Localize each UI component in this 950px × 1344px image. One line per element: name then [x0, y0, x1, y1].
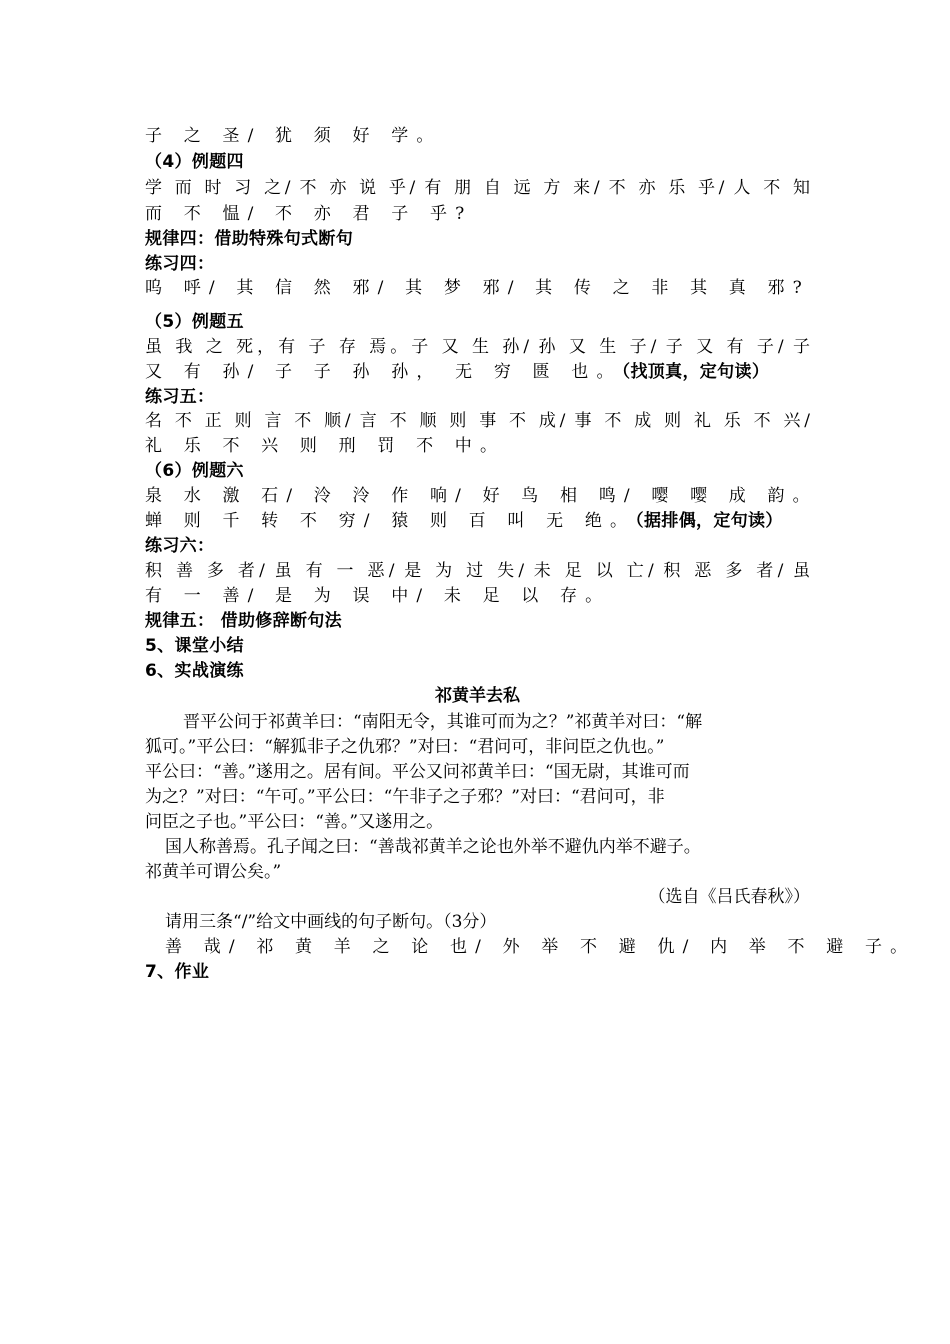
passage-line-6: 国人称善焉。孔子闻之曰：“善哉祁黄羊之论也外举不避仇内举不避子。 [165, 837, 701, 857]
example-5-tip: （找顶真，定句读） [621, 362, 770, 382]
rule-5-heading: 规律五： 借助修辞断句法 [145, 611, 342, 631]
example-6-tip: （据排偶，定句读） [635, 511, 783, 531]
passage-title: 祁黄羊去私 [435, 686, 520, 706]
example-6-line-2-text: 蝉 则 千 转 不 穷/ 猿 则 百 叫 无 绝。 [145, 511, 636, 531]
example-5-line-1: 虽 我 之 死，有 子 存 焉。子 又 生 孙/ 孙 又 生 子/ 子 又 有 子/ 子 [145, 337, 810, 357]
practice-5-heading: 练习五： [145, 387, 215, 407]
passage-line-1: 晋平公问于祁黄羊曰：“南阳无令，其谁可而为之？”祁黄羊对曰：“解 [183, 712, 703, 732]
passage-source: （选自《吕氏春秋》） [648, 887, 810, 907]
passage-line-5: 问臣之子也。”平公曰：“善。”又遂用之。 [145, 812, 444, 832]
example-6-line-1: 泉 水 激 石/ 泠 泠 作 响/ 好 鸟 相 鸣/ 嘤 嘤 成 韵。 [145, 486, 818, 506]
passage-line-4: 为之？”对曰：“午可。”平公曰：“午非子之子邪？”对曰：“君问可，非 [145, 787, 665, 807]
example-6-heading: （6）例题六 [145, 461, 244, 481]
rule-4-heading: 规律四：借助特殊句式断句 [145, 229, 354, 249]
example-5-line-2 [145, 360, 769, 384]
example-4-heading: （4）例题四 [145, 152, 244, 172]
example-5-line-2-text: 又 有 孙/ 子 子 孙 孙， 无 穷 匮 也。 [145, 362, 622, 382]
practice-4-heading: 练习四： [145, 254, 215, 274]
example-5-heading: （5）例题五 [145, 312, 244, 332]
practice-6-heading: 练习六： [145, 536, 215, 556]
question-answer: 善 哉/ 祁 黄 羊 之 论 也/ 外 举 不 避 仇/ 内 举 不 避 子。 [165, 937, 916, 957]
passage-line-2: 狐可。”平公曰：“解狐非子之仇邪？”对曰：“君问可，非问臣之仇也。” [145, 737, 665, 757]
practice-5-line-2: 礼 乐 不 兴 则 刑 罚 不 中。 [145, 436, 506, 456]
section-7-heading: 7、作业 [145, 962, 210, 982]
passage-line-3: 平公曰：“善。”遂用之。居有间。平公又问祁黄羊曰：“国无尉，其谁可而 [145, 762, 690, 782]
passage-line-7: 祁黄羊可谓公矣。” [145, 862, 282, 882]
section-5-heading: 5、课堂小结 [145, 636, 244, 656]
example-4-line-2: 而 不 愠/ 不 亦 君 子 乎? [145, 204, 473, 224]
practice-3-answer-line: 子 之 圣/ 犹 须 好 学。 [145, 126, 442, 146]
practice-4-line: 呜 呼/ 其 信 然 邪/ 其 梦 邪/ 其 传 之 非 其 真 邪? [145, 278, 810, 298]
example-4-line-1: 学 而 时 习 之/ 不 亦 说 乎/ 有 朋 自 远 方 来/ 不 亦 乐 乎/ 人 不 知 [145, 178, 810, 198]
question-prompt: 请用三条“/”给文中画线的句子断句。（3分） [165, 912, 497, 932]
practice-5-line-1: 名 不 正 则 言 不 顺/ 言 不 顺 则 事 不 成/ 事 不 成 则 礼 乐 不 兴/ [145, 411, 810, 431]
practice-6-line-2: 有 一 善/ 是 为 误 中/ 未 足 以 存。 [145, 586, 611, 606]
section-6-heading: 6、实战演练 [145, 661, 244, 681]
example-6-line-2 [145, 509, 783, 533]
practice-6-line-1: 积 善 多 者/ 虽 有 一 恶/ 是 为 过 失/ 未 足 以 亡/ 积 恶 多 者/ 虽 [145, 561, 810, 581]
